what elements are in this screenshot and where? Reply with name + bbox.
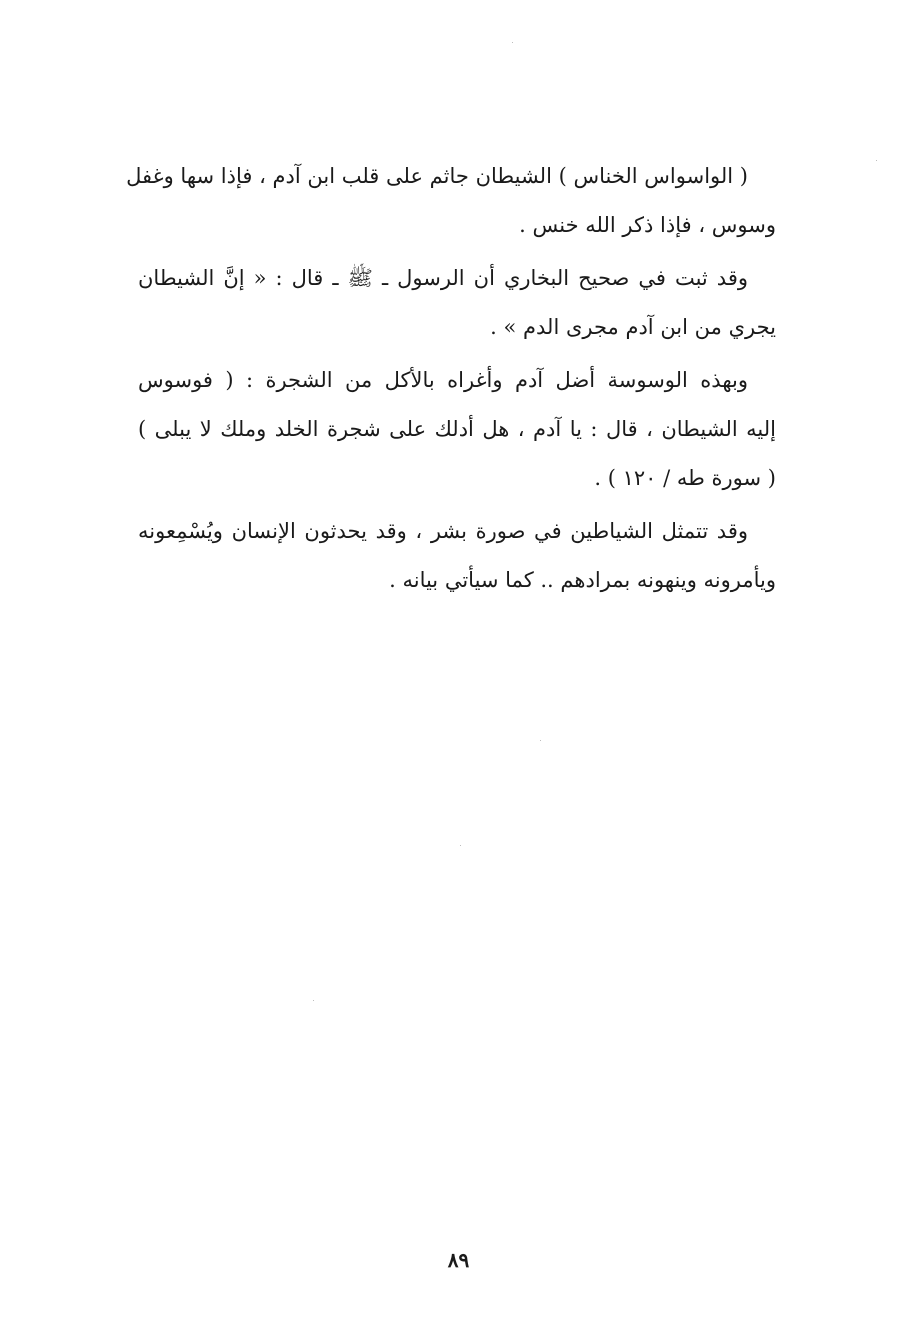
paragraph-1	[126, 152, 808, 250]
scan-speck	[460, 845, 461, 846]
paragraph-4	[138, 507, 808, 605]
scan-speck	[313, 1000, 314, 1001]
paragraph-4-line-1: وقد تتمثل الشياطين في صورة بشر ، وقد يحدثون الإنسان ويُسْمِعونه	[138, 519, 748, 543]
scan-speck	[876, 160, 877, 161]
body-text	[126, 152, 808, 609]
paragraph-3-line-1: وبهذه الوسوسة أضل آدم وأغراه بالأكل من الشجرة : ( فوسوس	[138, 368, 748, 392]
paragraph-1-line-1: ( الواسواس الخناس ) الشيطان جاثم على قلب ابن آدم ، فإذا سها وغفل	[126, 164, 748, 188]
paragraph-3	[138, 356, 808, 503]
scan-speck	[512, 42, 513, 43]
paragraph-1-line-2: وسوس ، فإذا ذكر الله خنس .	[519, 213, 776, 237]
page-number: ٨٩	[447, 1248, 470, 1272]
paragraph-3-line-2: إليه الشيطان ، قال : يا آدم ، هل أدلك على شجرة الخلد وملك لا يبلى )	[138, 417, 776, 441]
paragraph-2-line-2: يجري من ابن آدم مجرى الدم » .	[490, 315, 776, 339]
paragraph-3-line-3: ( سورة طه / ١٢٠ ) .	[594, 466, 776, 490]
paragraph-2-line-1: وقد ثبت في صحيح البخاري أن الرسول ـ ﷺ ـ قال : « إنَّ الشيطان	[138, 266, 748, 290]
paragraph-4-line-2: ويأمرونه وينهونه بمرادهم .. كما سيأتي بيانه .	[389, 568, 776, 592]
scan-speck	[540, 740, 541, 741]
paragraph-2	[138, 254, 808, 352]
